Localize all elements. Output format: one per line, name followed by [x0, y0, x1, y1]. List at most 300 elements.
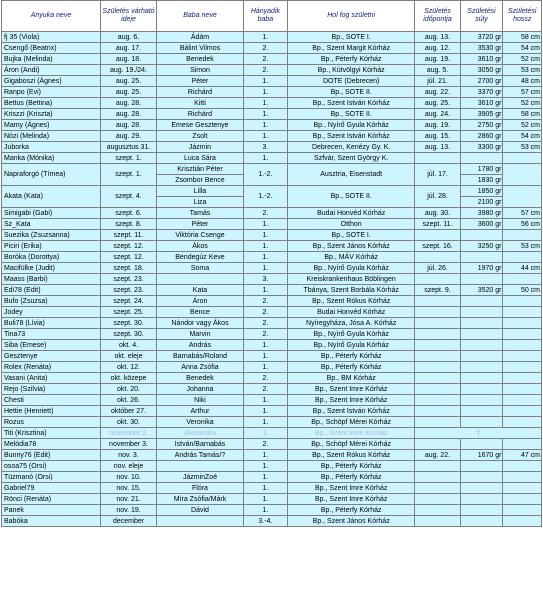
cell-mother: Napraforgó (Tímea) [2, 164, 101, 186]
cell-place: Bp., Szent Imre Kórház [287, 395, 415, 406]
cell-count: 2. [243, 43, 287, 54]
cell-weight [460, 505, 503, 516]
table-row [2, 230, 542, 241]
table-row [2, 241, 542, 252]
cell-baby: Soma [157, 263, 244, 274]
cell-due: okt. eleje [100, 351, 156, 362]
cell-place: Bp., Szent Imre Kórház [287, 384, 415, 395]
header-birth-length: Születési hossz [503, 1, 542, 32]
cell-place: Bp., Szent Margit Kórház [287, 43, 415, 54]
cell-length: 53 cm [503, 142, 542, 153]
cell-birth-date: júl. 26. [415, 263, 460, 274]
header-birth-weight: Születési súly [460, 1, 503, 32]
cell-weight [460, 230, 503, 241]
cell-length [503, 395, 542, 406]
cell-place: Bp., SOTE II. [287, 186, 415, 208]
cell-count: 3. [243, 142, 287, 153]
cell-birth-date: aug. 15. [415, 131, 460, 142]
cell-baby: Bence [157, 307, 244, 318]
cell-birth-date: júl. 28. [415, 186, 460, 208]
cell-mother: Chesti [2, 395, 101, 406]
cell-due: aug. 25. [100, 76, 156, 87]
cell-weight [460, 373, 503, 384]
cell-due: okt. 30. [100, 417, 156, 428]
cell-mother: Boróka (Dorottya) [2, 252, 101, 263]
cell-mother: Tina73 [2, 329, 101, 340]
table-row [2, 131, 542, 142]
cell-mother: Titi (Krisztina) [2, 428, 101, 439]
cell-length [503, 164, 542, 186]
cell-baby: Tamás [157, 208, 244, 219]
cell-length: 56 cm [503, 219, 542, 230]
cell-birth-date: aug. 19. [415, 120, 460, 131]
table-row [2, 109, 542, 120]
cell-place: Bp., Szent István Kórház [287, 406, 415, 417]
cell-birth-date [415, 516, 460, 527]
cell-baby: Simon [157, 65, 244, 76]
cell-mother: Akata (Kata) [2, 186, 101, 208]
cell-count: 1.-2. [243, 164, 287, 186]
cell-weight: 2750 gr [460, 120, 503, 131]
cell-count: 1. [243, 362, 287, 373]
cell-baby: Benedek [157, 54, 244, 65]
cell-baby: Richárd [157, 109, 244, 120]
header-birth-date: Születés időpontja [415, 1, 460, 32]
table-row-twins [2, 164, 542, 175]
cell-count: 1. [243, 505, 287, 516]
table-row [2, 362, 542, 373]
cell-mother: Buli78 (Lívia) [2, 318, 101, 329]
cell-due: nov. 15. [100, 483, 156, 494]
cell-due: aug. 28. [100, 98, 156, 109]
table-row [2, 373, 542, 384]
cell-birth-date: aug. 12. [415, 43, 460, 54]
cell-baby: Viktória Csenge [157, 230, 244, 241]
cell-birth-date [415, 505, 460, 516]
cell-count: 2. [243, 373, 287, 384]
header-mother: Anyuka neve [2, 1, 101, 32]
cell-count: 1.-2. [243, 186, 287, 208]
cell-due: szept. 12. [100, 241, 156, 252]
cell-count: 1. [243, 494, 287, 505]
cell-due: nov. 19. [100, 505, 156, 516]
cell-baby: Barnabás/Roland [157, 351, 244, 362]
cell-weight [460, 494, 503, 505]
table-row [2, 384, 542, 395]
cell-weight: 3600 gr [460, 219, 503, 230]
cell-place: Tbánya, Szent Borbála Kórház [287, 285, 415, 296]
table-row [2, 318, 542, 329]
cell-weight: 3610 gr [460, 54, 503, 65]
cell-weight [460, 384, 503, 395]
cell-place: Bp., SOTE II. [287, 109, 415, 120]
table-row-twins [2, 186, 542, 197]
cell-weight [460, 472, 503, 483]
cell-place: Bp., Péterfy Kórház [287, 351, 415, 362]
cell-birth-date [415, 362, 460, 373]
cell-weight: 3520 gr [460, 285, 503, 296]
cell-weight: 3050 gr [460, 65, 503, 76]
cell-place: DOTE (Debrecen) [287, 76, 415, 87]
cell-weight [460, 153, 503, 164]
cell-place: Bp., Nyírő Gyula Kórház [287, 329, 415, 340]
cell-due: szept. 8. [100, 219, 156, 230]
table-row [2, 274, 542, 285]
cell-baby: Zsombor Bence [157, 175, 244, 186]
cell-length [503, 472, 542, 483]
cell-count: 2. [243, 384, 287, 395]
cell-weight [460, 417, 503, 428]
cell-birth-date: júl. 21. [415, 76, 460, 87]
cell-baby: András Tamás/? [157, 450, 244, 461]
cell-place: Bp., Szent János Kórház [287, 516, 415, 527]
cell-baby: Liza [157, 197, 244, 208]
cell-mother: Rönci (Renáta) [2, 494, 101, 505]
cell-length [503, 340, 542, 351]
cell-weight [460, 439, 503, 450]
cell-length: 54 cm [503, 131, 542, 142]
cell-birth-date: júl. 17. [415, 164, 460, 186]
cell-mother: Ranpo (Evi) [2, 87, 101, 98]
cell-weight: 1970 gr [460, 263, 503, 274]
cell-length: 58 cm [503, 32, 542, 43]
cell-count: 3.-4. [243, 516, 287, 527]
cell-place: Bp., Schöpf Mérei Kórház [287, 439, 415, 450]
cell-birth-date [415, 472, 460, 483]
cell-length [503, 373, 542, 384]
cell-baby: András [157, 340, 244, 351]
cell-baby [157, 274, 244, 285]
cell-mother: Kriszzi (Kriszta) [2, 109, 101, 120]
cell-place: Bp., Péterfy Kórház [287, 472, 415, 483]
cell-due: aug. 19./24. [100, 65, 156, 76]
cell-baby: Bendegúz Keve [157, 252, 244, 263]
cell-count: 2. [243, 296, 287, 307]
cell-mother: Simigabi (Gabi) [2, 208, 101, 219]
cell-due: nov. eleje [100, 461, 156, 472]
cell-place: Bp., Szent Imre Kórház [287, 483, 415, 494]
cell-baby: Alexandra [157, 428, 244, 439]
cell-length [503, 230, 542, 241]
cell-count: 2. [243, 54, 287, 65]
cell-length: 58 cm [503, 109, 542, 120]
cell-baby: Péter [157, 219, 244, 230]
cell-baby: Luca Sára [157, 153, 244, 164]
cell-count: 1. [243, 285, 287, 296]
table-row [2, 142, 542, 153]
cell-count: 1. [243, 417, 287, 428]
table-row [2, 98, 542, 109]
cell-mother: Panek [2, 505, 101, 516]
cell-birth-date: aug. 13. [415, 32, 460, 43]
table-row [2, 263, 542, 274]
cell-baby: Emese Gesztenye [157, 120, 244, 131]
cell-birth-date [415, 461, 460, 472]
cell-due: október 27. [100, 406, 156, 417]
cell-weight [460, 351, 503, 362]
cell-birth-date [415, 395, 460, 406]
cell-birth-date: szept. 9. [415, 285, 460, 296]
cell-mother: Bufo (Zsuzsa) [2, 296, 101, 307]
cell-place: Debrecen, Kenézy Gy. K. [287, 142, 415, 153]
cell-mother: Csengő (Beatrix) [2, 43, 101, 54]
cell-due: aug. 28. [100, 109, 156, 120]
cell-birth-date: szept. 16. [415, 241, 460, 252]
cell-birth-date: aug. 22. [415, 87, 460, 98]
cell-count: 1. [243, 87, 287, 98]
cell-weight [460, 406, 503, 417]
cell-count: 1. [243, 98, 287, 109]
cell-place: Budai Honvéd Kórház [287, 307, 415, 318]
cell-place: Bp., Kútvölgyi Kórház [287, 65, 415, 76]
cell-length: 52 cm [503, 54, 542, 65]
cell-count: 1. [243, 32, 287, 43]
cell-place: Bp., Nyírő Gyula Kórház [287, 120, 415, 131]
cell-count: 1. [243, 219, 287, 230]
cell-weight [460, 461, 503, 472]
cell-due: aug. 28. [100, 120, 156, 131]
cell-weight [460, 483, 503, 494]
cell-birth-date [415, 230, 460, 241]
cell-weight: 2860 gr [460, 131, 503, 142]
cell-length [503, 483, 542, 494]
table-row [2, 505, 542, 516]
cell-place: Bp., Nyírő Gyula Kórház [287, 263, 415, 274]
table-row [2, 54, 542, 65]
cell-birth-date [415, 252, 460, 263]
cell-baby: Míra Zsófia/Márk [157, 494, 244, 505]
cell-count: 1. [243, 120, 287, 131]
cell-length [503, 252, 542, 263]
cell-birth-date: aug. 24. [415, 109, 460, 120]
cross-icon: † [415, 428, 542, 439]
cell-baby: Richárd [157, 87, 244, 98]
cell-mother: Manka (Mónika) [2, 153, 101, 164]
cell-count: 1. [243, 230, 287, 241]
cell-mother: Áron (Andi) [2, 65, 101, 76]
cell-weight [460, 296, 503, 307]
cell-birth-date: aug. 13. [415, 142, 460, 153]
cell-place: Bp., Szent István Kórház [287, 98, 415, 109]
cell-birth-date [415, 153, 460, 164]
cell-baby: Ádám [157, 32, 244, 43]
cell-count: 1. [243, 472, 287, 483]
table-row [2, 406, 542, 417]
cell-due: okt. közepe [100, 373, 156, 384]
cell-place: Bp., Péterfy Kórház [287, 362, 415, 373]
table-header-row [2, 1, 542, 32]
cell-length: 57 cm [503, 87, 542, 98]
cell-baby: István/Barnabás [157, 439, 244, 450]
cell-weight: 3905 gr [460, 109, 503, 120]
cell-due: okt. 20. [100, 384, 156, 395]
cell-weight [460, 395, 503, 406]
table-row [2, 351, 542, 362]
cell-weight [460, 362, 503, 373]
cell-baby: Veronika [157, 417, 244, 428]
cell-length: 53 cm [503, 65, 542, 76]
cell-count: 1. [243, 153, 287, 164]
cell-mother: Juborka [2, 142, 101, 153]
cell-due: okt. 26. [100, 395, 156, 406]
cell-length [503, 186, 542, 208]
cell-mother: Macifülke (Judit) [2, 263, 101, 274]
cell-birth-date: aug. 19. [415, 54, 460, 65]
cell-mother: Bunny76 (Edit) [2, 450, 101, 461]
cell-mother: Maass (Barbi) [2, 274, 101, 285]
cell-baby: Johanna [157, 384, 244, 395]
cell-length: 52 cm [503, 98, 542, 109]
cell-baby: Niki [157, 395, 244, 406]
cell-mother: Gabriel79 [2, 483, 101, 494]
cell-baby: Ákos [157, 241, 244, 252]
cell-birth-date [415, 351, 460, 362]
table-row [2, 340, 542, 351]
table-row [2, 461, 542, 472]
cell-length: 50 cm [503, 285, 542, 296]
cell-length: 54 cm [503, 43, 542, 54]
cell-count: 1. [243, 109, 287, 120]
table-row [2, 252, 542, 263]
table-row [2, 120, 542, 131]
cell-birth-date: aug. 5. [415, 65, 460, 76]
cell-count: 2. [243, 307, 287, 318]
cell-mother: Bettus (Bettina) [2, 98, 101, 109]
cell-baby [157, 516, 244, 527]
cell-weight: 3370 gr [460, 87, 503, 98]
cell-length: 52 cm [503, 120, 542, 131]
cell-weight: 3250 gr [460, 241, 503, 252]
table-row [2, 417, 542, 428]
cell-birth-date [415, 307, 460, 318]
cell-due: december [100, 516, 156, 527]
cell-length [503, 351, 542, 362]
cell-weight: 1670 gr [460, 450, 503, 461]
cell-birth-date [415, 384, 460, 395]
table-row [2, 296, 542, 307]
cell-length [503, 494, 542, 505]
cell-mother: Rozus [2, 417, 101, 428]
table-row [2, 219, 542, 230]
table-row [2, 450, 542, 461]
cell-baby [157, 461, 244, 472]
cell-due: szept. 1. [100, 164, 156, 186]
table-row [2, 285, 542, 296]
cell-count: 2. [243, 65, 287, 76]
cell-weight [460, 340, 503, 351]
table-row [2, 483, 542, 494]
cell-baby: Kitti [157, 98, 244, 109]
cell-weight: 2100 gr [460, 197, 503, 208]
cell-due: szept. 4. [100, 186, 156, 208]
cell-due: okt. 4. [100, 340, 156, 351]
cell-due: szept. 24. [100, 296, 156, 307]
cell-place: Kreiskrankenhaus Böblingen [287, 274, 415, 285]
birth-table [1, 0, 542, 527]
table-row [2, 307, 542, 318]
cell-length [503, 516, 542, 527]
cell-birth-date [415, 274, 460, 285]
cell-place: Bp., SOTE I. [287, 230, 415, 241]
cell-baby: Arthur [157, 406, 244, 417]
cell-due: nov. 10. [100, 472, 156, 483]
cell-due: aug. 29. [100, 131, 156, 142]
cell-place: Bp., BM Kórház [287, 373, 415, 384]
cell-place: Bp., Szent Rókus Kórház [287, 296, 415, 307]
cell-length: 48 cm [503, 76, 542, 87]
cell-due: szept. 18. [100, 263, 156, 274]
table-row-faded [2, 428, 542, 439]
cell-mother: osoa75 (Orsi) [2, 461, 101, 472]
cell-place: Bp., Péterfy Kórház [287, 461, 415, 472]
cell-count: 1. [243, 131, 287, 142]
cell-place: Bp., Péterfy Kórház [287, 505, 415, 516]
table-row [2, 472, 542, 483]
cell-count: 1. [243, 76, 287, 87]
cell-mother: Nózi (Melinda) [2, 131, 101, 142]
cell-weight: 3720 gr [460, 32, 503, 43]
table-row [2, 153, 542, 164]
cell-baby: Dávid [157, 505, 244, 516]
cell-baby: Bálint Vilmos [157, 43, 244, 54]
table-row [2, 494, 542, 505]
cell-birth-date [415, 494, 460, 505]
cell-mother: Babóka [2, 516, 101, 527]
cell-due: november 2. [100, 428, 156, 439]
header-baby-name: Baba neve [157, 1, 244, 32]
cell-mother: Bujka (Melinda) [2, 54, 101, 65]
table-row [2, 439, 542, 450]
cell-mother: Melódia78 [2, 439, 101, 450]
cell-mother: Sz_Kata [2, 219, 101, 230]
table-row [2, 516, 542, 527]
cell-birth-date [415, 373, 460, 384]
cell-count: 1. [243, 252, 287, 263]
cell-length [503, 406, 542, 417]
cell-length [503, 384, 542, 395]
cell-due: nov. 21. [100, 494, 156, 505]
cell-place: Bp., Szent Imre Kórház [287, 494, 415, 505]
cell-mother: Rolex (Renáta) [2, 362, 101, 373]
cell-length [503, 329, 542, 340]
cell-baby: Anna Zsófia [157, 362, 244, 373]
cell-place: Budai Honvéd Kórház [287, 208, 415, 219]
cell-due: augusztus 31. [100, 142, 156, 153]
cell-weight: 1780 gr [460, 164, 503, 175]
cell-length: 44 cm [503, 263, 542, 274]
cell-due: szept. 1. [100, 153, 156, 164]
cell-weight: 3980 gr [460, 208, 503, 219]
cell-weight: 3300 gr [460, 142, 503, 153]
table-row [2, 32, 542, 43]
cell-mother: Piciri (Erika) [2, 241, 101, 252]
cell-place: Bp., Péterfy Kórház [287, 54, 415, 65]
cell-place: Bp., Nyírő Gyula Kórház [287, 340, 415, 351]
cell-mother: Rejo (Szilvia) [2, 384, 101, 395]
cell-place: Bp., Szent Rókus Kórház [287, 450, 415, 461]
cell-due: szept. 30. [100, 318, 156, 329]
cell-place: Bp., Szent István Kórház [287, 131, 415, 142]
cell-count: 1. [243, 241, 287, 252]
cell-count: 1. [243, 340, 287, 351]
table-row [2, 65, 542, 76]
header-birth-place: Hol fog születni [287, 1, 415, 32]
cell-place: Bp., SOTE II. [287, 87, 415, 98]
cell-birth-date: szept. 11. [415, 219, 460, 230]
cell-mother: Vasani (Anita) [2, 373, 101, 384]
table-row [2, 43, 542, 54]
cell-baby: Nándor vagy Ákos [157, 318, 244, 329]
